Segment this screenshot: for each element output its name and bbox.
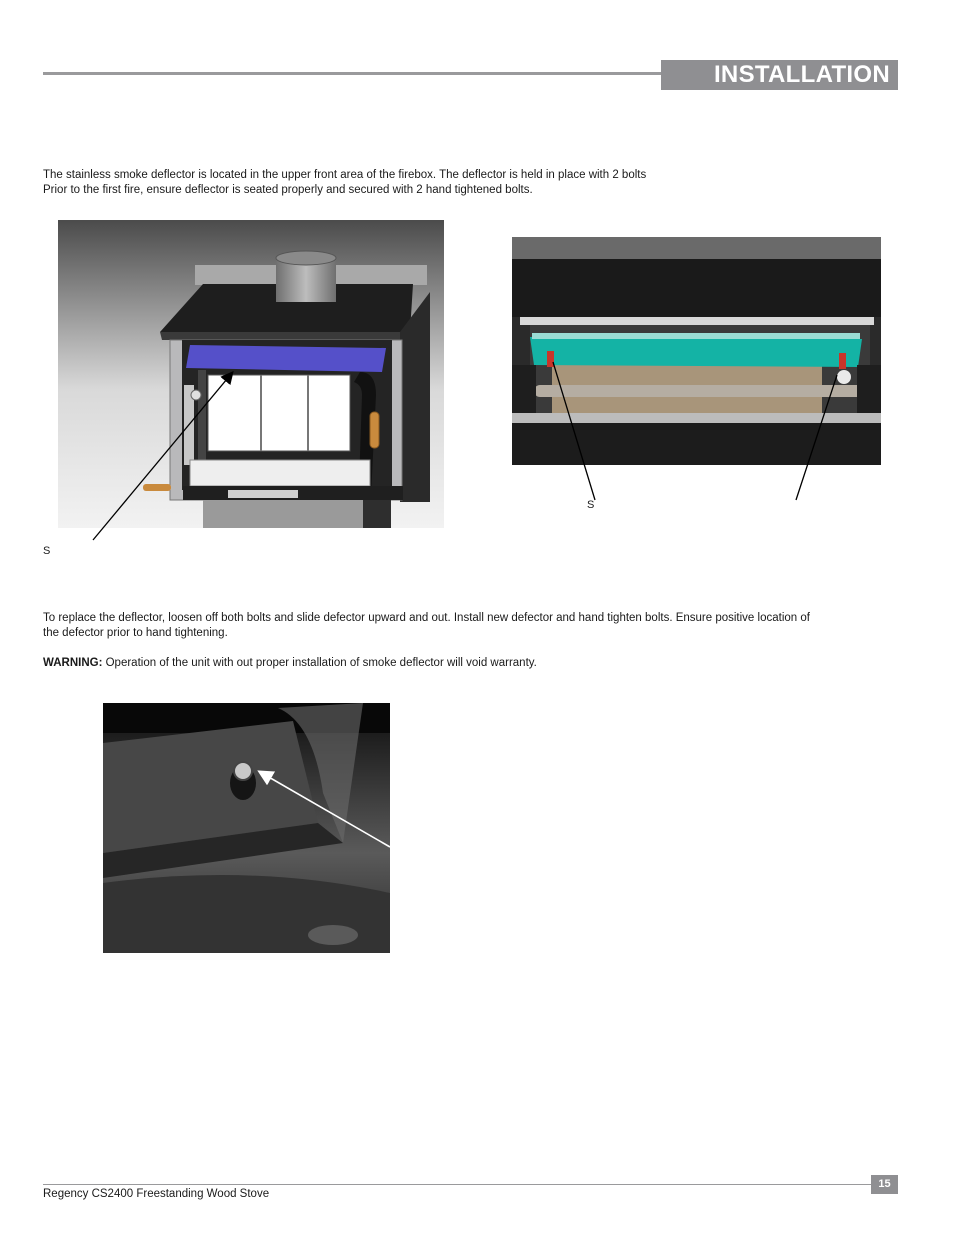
replace-paragraph <box>43 611 903 641</box>
figure2-pointer-lines <box>545 350 845 505</box>
warning-paragraph <box>43 656 903 671</box>
figure2-callout-label: S <box>587 499 595 511</box>
intro-line-2: Prior to the first fire, ensure deflector is seated properly and secured with 2 hand tightened bolts. <box>43 184 533 196</box>
footer-rule <box>43 1184 871 1185</box>
figure1-callout-label: S <box>43 545 51 557</box>
footer-product-name: Regency CS2400 Freestanding Wood Stove <box>43 1188 270 1200</box>
warning-text: Operation of the unit with out proper installation of smoke deflector will void warranty. <box>102 657 537 669</box>
intro-line-1: The stainless smoke deflector is located in the upper front area of the firebox. The deflector is held in place with 2 bolts <box>43 169 647 181</box>
intro-paragraph <box>43 168 903 198</box>
page-number: 15 <box>871 1175 898 1194</box>
warning-label: WARNING: <box>43 657 103 669</box>
figure3-pointer-arrow <box>250 762 395 852</box>
replace-line-2: the defector prior to hand tightening. <box>43 627 228 639</box>
header-rule <box>43 72 661 75</box>
replace-line-1: To replace the deflector, loosen off both bolts and slide defector upward and out. Install new defector and hand tighten bolts. Ensure positive location of <box>43 612 810 624</box>
section-title: INSTALLATION <box>661 60 898 90</box>
figure1-pointer-arrow <box>85 365 245 545</box>
